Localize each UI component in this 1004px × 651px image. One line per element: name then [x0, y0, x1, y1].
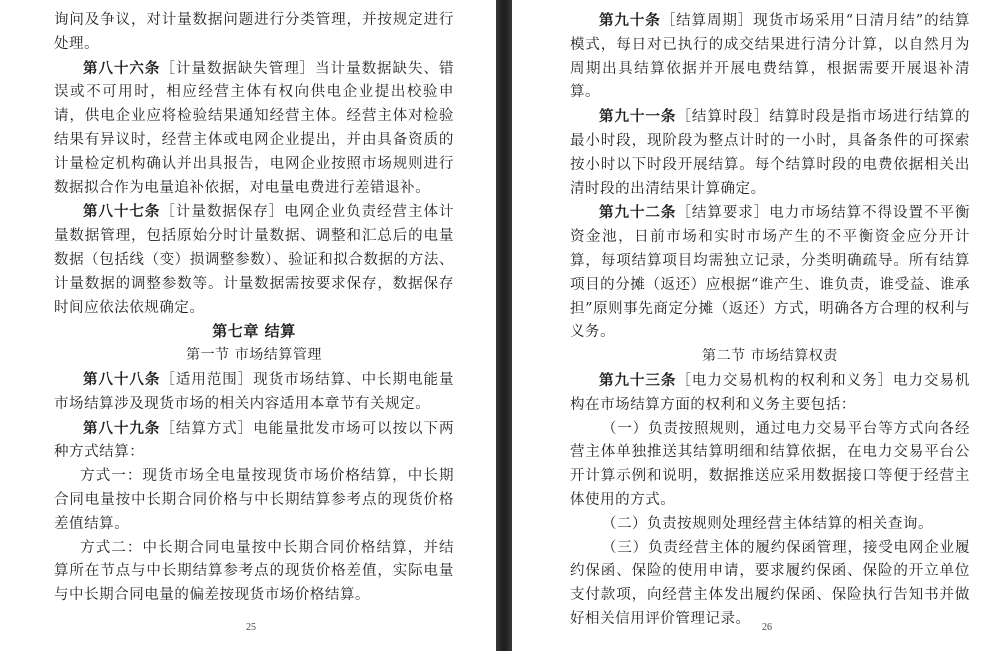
- page-25: [0, 0, 496, 651]
- article-number: 第九十二条: [599, 204, 677, 222]
- article-90: [570, 9, 970, 105]
- article-number: 第九十条: [599, 12, 661, 29]
- page-number: 25: [246, 622, 256, 633]
- article-86: [54, 57, 454, 201]
- section-title: 第一节 市场结算管理: [186, 347, 322, 364]
- article-number: 第八十七条: [83, 203, 161, 221]
- article-93: [570, 369, 970, 418]
- article-text: ［计量数据缺失管理］当计量数据缺失、错误或不可用时，相应经营主体有权向供电企业提出校验申请，供电企业应将检验结果通知经营主体。经营主体对检验结果有异议时，经营主体或电网企业提出，并由具备资质的计量检定机构确认并出具报告，电网企业按照市场规则进行数据拟合作为电量追补依据，对电量电费进行差错退补。: [54, 60, 455, 196]
- article-87: [54, 200, 454, 320]
- article-text: ［结算时段］结算时段是指市场进行结算的最小时段，现阶段为整点计时的一小时，具备条件的可探索按小时以下时段开展结算。每个结算时段的电费依据相关出清时段的出清结果计算确定。: [570, 109, 971, 197]
- article-text: ［结算周期］现货市场采用“日清月结”的结算模式，每日对已执行的成交结果进行清分计算，以自然月为周期出具结算依据并开展电费结算，根据需要开展退补清算。: [570, 13, 970, 101]
- list-item: （二）负责按规则处理经营主体结算的相关查询。: [601, 515, 933, 532]
- chapter-title: 第七章 结算: [212, 322, 296, 341]
- article-88: [54, 368, 454, 417]
- article-89: [54, 417, 454, 466]
- article-text: ［计量数据保存］电网企业负责经营主体计量数据管理，包括原始分时计量数据、调整和汇总后的电量数据（包括线（变）损调整参数）、验证和拟合数据的方法、计量数据的调整参数等。计量数据需按要求保存，数据保存时间应依法依规确定。: [54, 204, 455, 316]
- article-number: 第八十六条: [83, 59, 161, 77]
- article-92: [570, 201, 970, 345]
- section-title: 第二节 市场结算权责: [702, 348, 838, 365]
- article-number: 第八十九条: [83, 419, 161, 437]
- settlement-method-2: 方式二：中长期合同电量按中长期合同价格结算，并结算所在节点与中长期结算参考点的现货价格差值，实际电量与中长期合同电量的偏差按现货市场价格结算。: [54, 539, 454, 604]
- page-26-content: [570, 9, 970, 632]
- page-25-content: [54, 9, 454, 608]
- page-number: 26: [762, 622, 772, 633]
- article-number: 第八十八条: [83, 370, 161, 388]
- article-text: ［结算方式］电能量批发市场可以按以下两种方式结算：: [54, 420, 455, 461]
- article-number: 第九十三条: [599, 371, 677, 389]
- article-text: ［电力交易机构的权利和义务］电力交易机构在市场结算方面的权利和义务主要包括：: [570, 372, 971, 413]
- page-26: [512, 0, 1004, 651]
- list-item: （三）负责经营主体的履约保函管理，接受电网企业履约保函、保险的使用申请，要求履约保函、保险的开立单位支付款项，向经营主体发出履约保函、保险执行告知书并做好相关信用评价管理记录。: [570, 539, 970, 627]
- page-gutter: [496, 0, 512, 651]
- list-item: （一）负责按照规则，通过电力交易平台等方式向各经营主体单独推送其结算明细和结算依据，在电力交易平台公开计算示例和说明，数据推送应采用数据接口等便于经营主体使用的方式。: [570, 420, 970, 508]
- settlement-method-1: 方式一：现货市场全电量按现货市场价格结算，中长期合同电量按中长期合同价格与中长期结算参考点的现货价格差值结算。: [54, 468, 454, 532]
- article-number: 第九十一条: [599, 108, 677, 126]
- article-text: ［适用范围］现货市场结算、中长期电能量市场结算涉及现货市场的相关内容适用本章节有关规定。: [54, 371, 455, 412]
- article-91: [570, 105, 970, 201]
- article-text: ［结算要求］电力市场结算不得设置不平衡资金池，日前市场和实时市场产生的不平衡资金应分开计算，每项结算项目均需独立记录，分类明确疏导。所有结算项目的分摊（返还）应根据“谁产生、谁负责，谁受益、谁承担”原则事先商定分摊（返还）方式，明确各方合理的权利与义务。: [570, 205, 971, 341]
- paragraph: 询问及争议，对计量数据问题进行分类管理，并按规定进行处理。: [54, 12, 454, 52]
